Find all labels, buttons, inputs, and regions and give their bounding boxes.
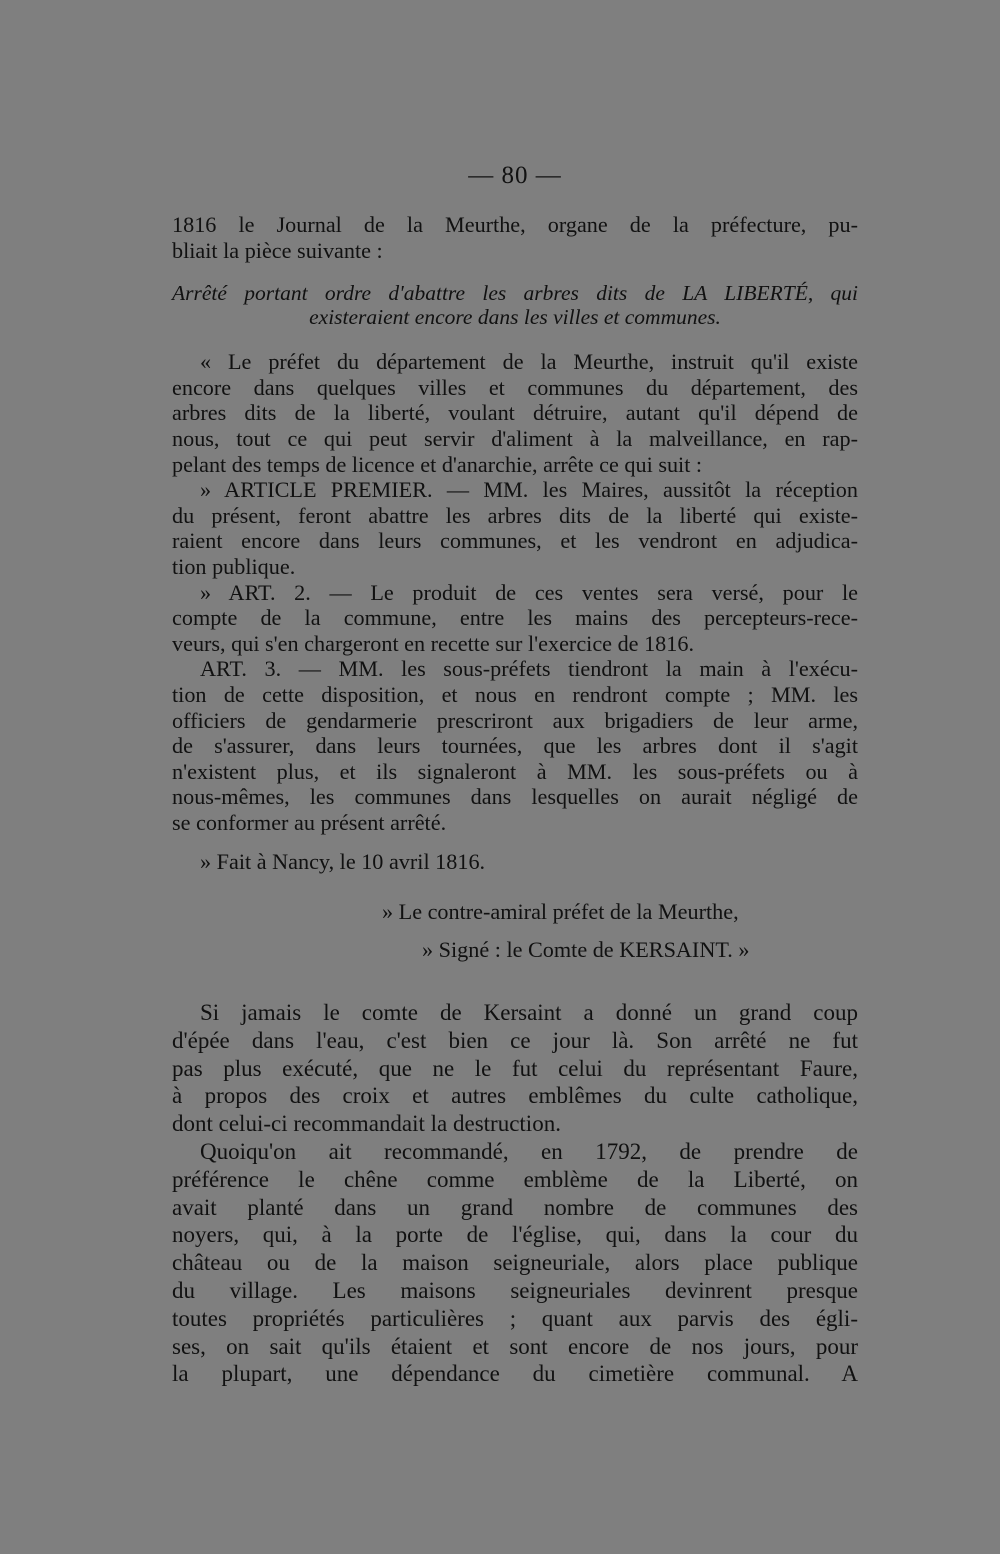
text-line: veurs, qui s'en chargeront en recette sur l'exercice de 1816. bbox=[172, 630, 694, 656]
text-line: nous, tout ce qui peut servir d'aliment à la malveillance, en rap- bbox=[172, 425, 858, 451]
commentary-text bbox=[172, 999, 858, 1388]
text-line: compte de la commune, entre les mains des percepteurs-rece- bbox=[172, 605, 858, 631]
date-line bbox=[172, 849, 858, 875]
text-line: raient encore dans leurs communes, et les vendront en adjudica- bbox=[172, 528, 858, 554]
text-line: encore dans quelques villes et communes du département, des bbox=[172, 374, 858, 400]
article-first-line: » ARTICLE PREMIER. — MM. les Maires, aussitôt la réception bbox=[200, 477, 858, 503]
text-line: noyers, qui, à la porte de l'église, qui, dans la cour du bbox=[172, 1222, 858, 1248]
text-line: avait planté dans un grand nombre de communes des bbox=[172, 1194, 858, 1220]
text-line: tion publique. bbox=[172, 553, 296, 579]
heading-line: existeraient encore dans les villes et communes. bbox=[309, 305, 721, 330]
text-line: n'existent plus, et ils signaleront à MM. les sous-préfets ou à bbox=[172, 758, 858, 784]
text-line: pas plus exécuté, que ne le fut celui du représentant Faure, bbox=[172, 1055, 858, 1081]
page-number: — 80 — bbox=[468, 162, 562, 189]
text-line: » Fait à Nancy, le 10 avril 1816. bbox=[200, 849, 486, 875]
text-line: de s'assurer, dans leurs tournées, que les arbres dont il s'agit bbox=[172, 733, 858, 759]
intro-paragraph bbox=[172, 212, 858, 263]
text-line: la plupart, une dépendance du cimetière communal. A bbox=[172, 1361, 858, 1387]
text-line: se conformer au présent arrêté. bbox=[172, 809, 447, 835]
signature-title: » Le contre-amiral préfet de la Meurthe, bbox=[382, 899, 739, 925]
text-line: Quoiqu'on ait recommandé, en 1792, de prendre de bbox=[200, 1139, 858, 1165]
text-line: dont celui-ci recommandait la destruction. bbox=[172, 1111, 561, 1137]
text-line: arbres dits de la liberté, voulant détruire, autant qu'il dépend de bbox=[172, 400, 858, 426]
text-line: « Le préfet du département de la Meurthe, instruit qu'il existe bbox=[200, 349, 858, 375]
text-line: officiers de gendarmerie prescriront aux brigadiers de leur arme, bbox=[172, 707, 858, 733]
text-line: nous-mêmes, les communes dans lesquelles on aurait négligé de bbox=[172, 784, 858, 810]
text-line: du présent, feront abattre les arbres dits de la liberté qui existe- bbox=[172, 502, 858, 528]
article-two-line: » ART. 2. — Le produit de ces ventes sera versé, pour le bbox=[200, 579, 858, 605]
text-line: ses, on sait qu'ils étaient et sont encore de nos jours, pour bbox=[172, 1333, 858, 1359]
signature-name: » Signé : le Comte de KERSAINT. » bbox=[422, 937, 750, 963]
text-line: toutes propriétés particulières ; quant aux parvis des égli- bbox=[172, 1305, 858, 1331]
text-line: Si jamais le comte de Kersaint a donné un grand coup bbox=[200, 1000, 858, 1026]
decree-heading bbox=[172, 281, 858, 329]
decree-text bbox=[172, 349, 858, 835]
text-line: bliait la pièce suivante : bbox=[172, 237, 383, 263]
text-line: 1816 le Journal de la Meurthe, organe de la préfecture, pu- bbox=[172, 212, 858, 237]
article-three-line: ART. 3. — MM. les sous-préfets tiendront la main à l'exécu- bbox=[200, 656, 858, 682]
signature-block bbox=[172, 893, 858, 969]
text-line: à propos des croix et autres emblêmes du culte catholique, bbox=[172, 1083, 858, 1109]
text-line: tion de cette disposition, et nous en rendront compte ; MM. les bbox=[172, 681, 858, 707]
heading-line: Arrêté portant ordre d'abattre les arbres dits de LA LIBERTÉ, qui bbox=[172, 281, 858, 306]
page-content bbox=[172, 160, 858, 1388]
text-line: château ou de la maison seigneuriale, alors place publique bbox=[172, 1250, 858, 1276]
text-line: pelant des temps de licence et d'anarchie, arrête ce qui suit : bbox=[172, 451, 703, 477]
text-line: d'épée dans l'eau, c'est bien ce jour là. Son arrêté ne fut bbox=[172, 1027, 858, 1053]
text-line: du village. Les maisons seigneuriales devinrent presque bbox=[172, 1278, 858, 1304]
text-line: préférence le chêne comme emblème de la Liberté, on bbox=[172, 1166, 858, 1192]
